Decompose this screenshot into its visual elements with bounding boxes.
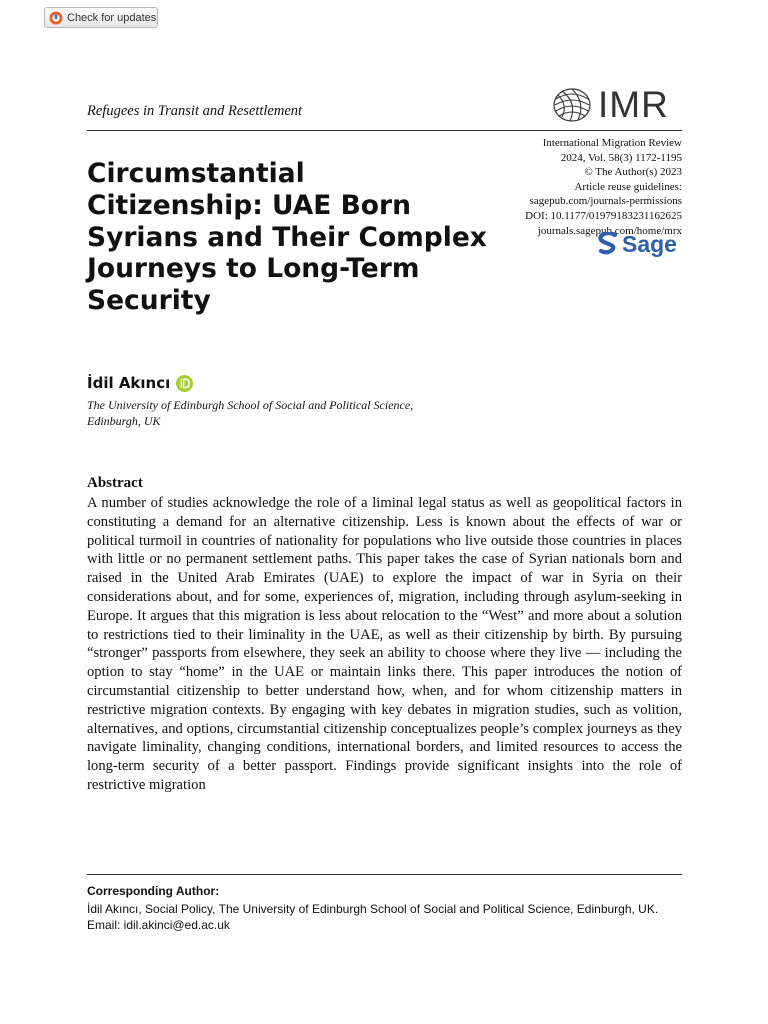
abstract-heading: Abstract: [87, 475, 143, 491]
article-title: Circumstantial Citizenship: UAE Born Syrians and Their Complex Journeys to Long-Term Security: [87, 158, 487, 317]
author: [87, 374, 193, 392]
author-name: İdil Akıncı: [87, 374, 171, 392]
publisher-logo: [598, 232, 677, 256]
corresponding-author-heading: Corresponding Author:: [87, 884, 220, 898]
journal-logo-text: IMR: [598, 84, 669, 125]
check-for-updates-label: Check for updates: [67, 11, 157, 24]
publisher-logo-text: Sage: [622, 230, 677, 257]
copyright: © The Author(s) 2023: [584, 166, 682, 179]
doi[interactable]: DOI: 10.1177/01979183231162625: [525, 209, 682, 222]
journal-name: International Migration Review: [542, 137, 682, 149]
journal-home-link[interactable]: journals.sagepub.com/home/mrx: [537, 224, 682, 237]
orcid-icon[interactable]: [176, 375, 193, 392]
author-affiliation: The University of Edinburgh School of Social and Political Science, Edinburgh, UK: [87, 398, 414, 428]
footnote-rule: [87, 874, 682, 875]
section-label: Refugees in Transit and Resettlement: [87, 103, 303, 119]
journal-volume: 2024, Vol. 58(3) 1172-1195: [560, 151, 682, 164]
journal-info: [525, 136, 682, 238]
corresponding-author-address: İdil Akıncı, Social Policy, The University of Edinburgh School of Social and Political Science, Edinburgh, UK.: [87, 902, 659, 916]
check-for-updates-button[interactable]: [44, 7, 158, 28]
corresponding-author-email[interactable]: Email: idil.akinci@ed.ac.uk: [87, 918, 230, 932]
journal-logo: [552, 86, 669, 123]
header-rule: [87, 130, 682, 131]
abstract-text: A number of studies acknowledge the role of a liminal legal status as well as geopolitical factors in constituting a demand for an alternative citizenship. Less is known about the effects of war or political turmoil in countries of nationality for populations who live outside those countries in places with little or no permanent settlement paths. This paper takes the case of Syrian nationals born and raised in the United Arab Emirates (UAE) to explore the impact of war in Syria on their considerations about, and for some, experiences of, migration, including through asylum-seeking in Europe. It argues that this migration is less about relocation to the “West” and more about a solution to restrictions tied to their liminality in the UAE, as well as their citizenship by birth. By pursuing “stronger” passports from elsewhere, they seek an ability to choose where they live — including the option to stay “home” in the UAE or maintain links there. This paper introduces the notion of circumstantial citizenship to better understand how, when, and for whom citizenship matters in restrictive migration contexts. By engaging with key debates in migration studies, such as volition, alternatives, and options, circumstantial citizenship conceptualizes people’s complex journeys as they navigate liminality, changing conditions, international borders, and limited resources to access the long-term security of a better passport. Findings provide significant insights into the role of restrictive migration: [87, 495, 682, 793]
globe-icon: [552, 87, 592, 123]
permissions-link[interactable]: sagepub.com/journals-permissions: [529, 195, 682, 208]
check-for-updates-icon: [49, 11, 63, 25]
sage-s-icon: [598, 232, 618, 256]
reuse-label: Article reuse guidelines:: [574, 180, 682, 193]
